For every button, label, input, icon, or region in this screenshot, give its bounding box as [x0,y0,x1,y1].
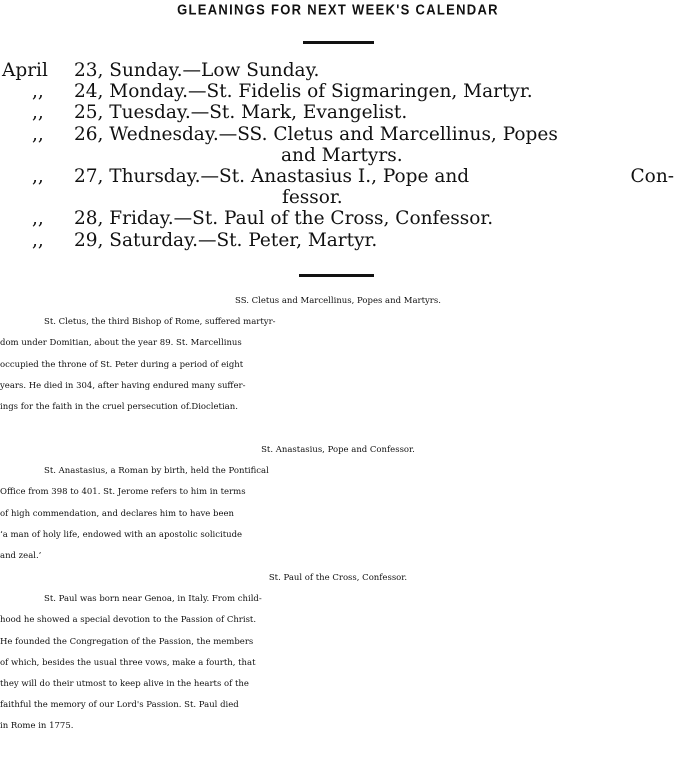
calendar-entry-text: 27, Thursday.—St. Anastasius I., Pope and [74,165,470,187]
calendar-entry [0,166,676,208]
paragraph-line: faithful the memory of our Lord's Passion. St. Paul died [0,700,239,711]
calendar-entry-text: 23, Sunday.—Low Sunday. [74,60,320,81]
ditto-mark: ,, [32,229,44,251]
paragraph-line: they will do their utmost to keep alive in the hearts of the [0,678,249,689]
calendar-entry-text: 25, Tuesday.—St. Mark, Evangelist. [74,102,408,124]
calendar-entry [0,230,676,251]
saint-section [0,440,676,567]
calendar-list [0,60,676,251]
calendar-entry [0,124,676,166]
paragraph-line: of which, besides the usual three vows, make a fourth, that [0,657,256,668]
section-heading: St. Anastasius, Pope and Confessor. [261,445,415,455]
paragraph-line: and zeal.’ [0,550,42,561]
ditto-mark: ,, [32,102,44,124]
ditto-mark: ,, [32,208,44,230]
ditto-mark: ,, [32,81,44,103]
calendar-entry-text: 26, Wednesday.—SS. Cletus and Marcellinus, Popes [74,123,558,145]
calendar-entry [0,208,676,229]
page-title: GLEANINGS FOR NEXT WEEK'S CALENDAR [177,1,499,18]
month-label: April [2,60,48,81]
paragraph-line: St. Paul was born near Genoa, in Italy. From child- [44,594,262,605]
calendar-entry-text: 29, Saturday.—St. Peter, Martyr. [74,229,378,251]
paragraph-line: years. He died in 304, after having endured many suffer- [0,380,246,391]
paragraph-line: ‘a man of holy life, endowed with an apostolic solicitude [0,529,243,540]
title-divider [303,41,374,44]
paragraph-line: hood he showed a special devotion to the Passion of Christ. [0,615,257,626]
paragraph-line: St. Anastasius, a Roman by birth, held the Pontifical [44,466,269,477]
saint-section [0,291,676,418]
section-divider [299,274,374,277]
paragraph-line: ings for the faith in the cruel persecution of.Diocletian. [0,401,238,412]
ditto-mark: ,, [32,123,44,145]
section-heading: St. Paul of the Cross, Confessor. [268,573,408,583]
paragraph-line: dom under Domitian, about the year 89. St. Marcellinus [0,338,242,349]
paragraph-line: He founded the Congregation of the Passion, the members [0,636,254,647]
calendar-entry-text: 28, Friday.—St. Paul of the Cross, Confessor. [74,208,494,230]
calendar-entry [0,60,676,81]
paragraph-line: occupied the throne of St. Peter during a period of eight [0,359,244,370]
calendar-entry-hyphenated-end: Con- [630,165,674,187]
ditto-mark: ,, [32,165,44,187]
section-heading: SS. Cletus and Marcellinus, Popes and Martyrs. [235,296,441,306]
calendar-entry-continuation: and Martyrs. [281,144,403,166]
calendar-entry [0,102,676,123]
saint-section [0,568,676,738]
paragraph-line: in Rome in 1775. [0,721,74,732]
calendar-entry [0,81,676,102]
paragraph-line: Office from 398 to 401. St. Jerome refers to him in terms [0,487,246,498]
paragraph-line: of high commendation, and declares him to have been [0,508,235,519]
paragraph-line: St. Cletus, the third Bishop of Rome, suffered martyr- [44,317,276,328]
calendar-entry-continuation: fessor. [282,187,343,209]
calendar-entry-text: 24, Monday.—St. Fidelis of Sigmaringen, Martyr. [74,81,533,103]
